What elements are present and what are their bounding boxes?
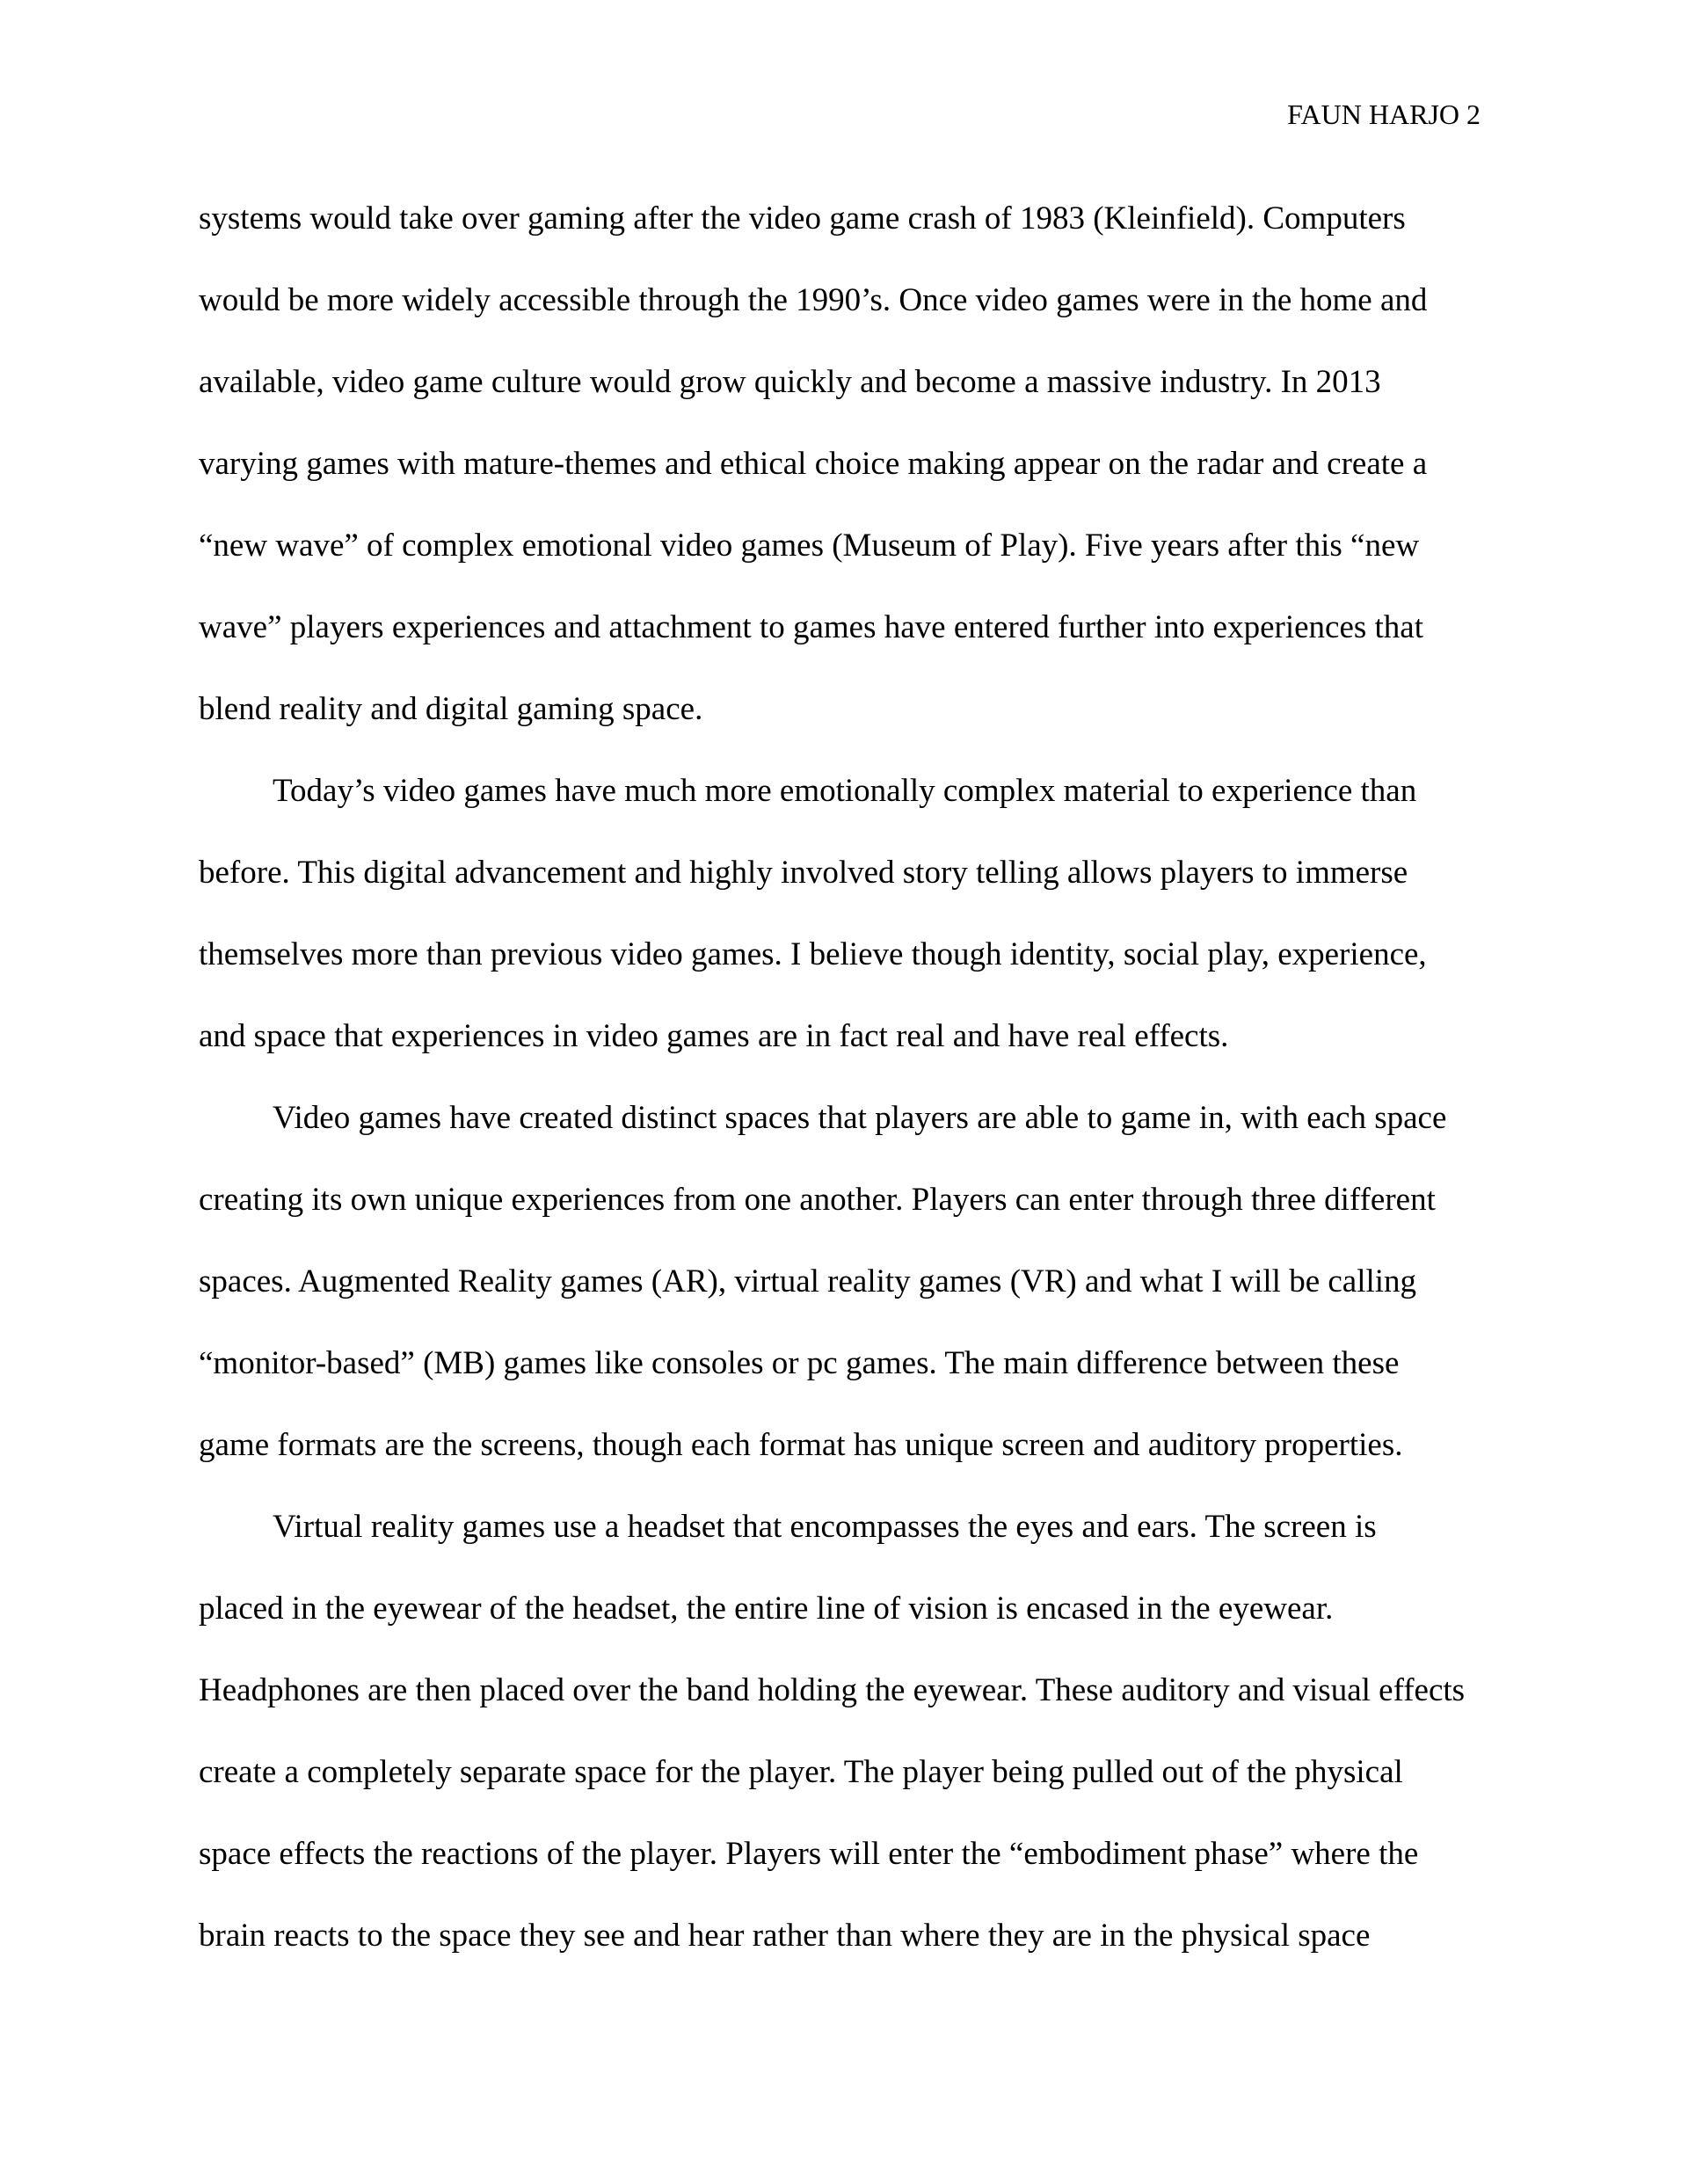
text-line: Headphones are then placed over the band holding the eyewear. These auditory and visual effects [199, 1672, 1466, 1708]
text-line: would be more widely accessible through the 1990’s. Once video games were in the home and [199, 282, 1428, 318]
text-line: “monitor-based” (MB) games like consoles or pc games. The main difference between these [199, 1345, 1400, 1381]
text-line: themselves more than previous video games. I believe though identity, social play, experience, [199, 936, 1427, 972]
text-line: game formats are the screens, though each format has unique screen and auditory properties. [199, 1427, 1403, 1463]
text-line: wave” players experiences and attachment to games have entered further into experiences that [199, 609, 1424, 645]
body-text [199, 199, 1491, 1998]
text-line: space effects the reactions of the player. Players will enter the “embodiment phase” where the [199, 1836, 1419, 1872]
text-line: blend reality and digital gaming space. [199, 691, 703, 727]
text-line: varying games with mature-themes and ethical choice making appear on the radar and create a [199, 446, 1428, 482]
paragraph-first-line: Video games have created distinct spaces that players are able to game in, with each space [273, 1100, 1447, 1136]
paragraph-first-line: Today’s video games have much more emotionally complex material to experience than [273, 773, 1417, 809]
text-line: “new wave” of complex emotional video games (Museum of Play). Five years after this “new [199, 528, 1420, 564]
text-line: brain reacts to the space they see and hear rather than where they are in the physical space [199, 1918, 1371, 1954]
text-line: before. This digital advancement and highly involved story telling allows players to immerse [199, 855, 1408, 891]
text-line: creating its own unique experiences from one another. Players can enter through three different [199, 1182, 1436, 1218]
text-line: systems would take over gaming after the video game crash of 1983 (Kleinfield). Computers [199, 200, 1406, 237]
running-head: FAUN HARJO 2 [1287, 98, 1481, 130]
text-line: create a completely separate space for the player. The player being pulled out of the physical [199, 1754, 1403, 1790]
paragraph-first-line: Virtual reality games use a headset that encompasses the eyes and ears. The screen is [273, 1509, 1377, 1545]
text-line: spaces. Augmented Reality games (AR), virtual reality games (VR) and what I will be calling [199, 1263, 1417, 1299]
text-line: and space that experiences in video games are in fact real and have real effects. [199, 1018, 1229, 1054]
text-line: placed in the eyewear of the headset, the entire line of vision is encased in the eyewear. [199, 1591, 1334, 1627]
text-line: available, video game culture would grow quickly and become a massive industry. In 2013 [199, 364, 1381, 400]
